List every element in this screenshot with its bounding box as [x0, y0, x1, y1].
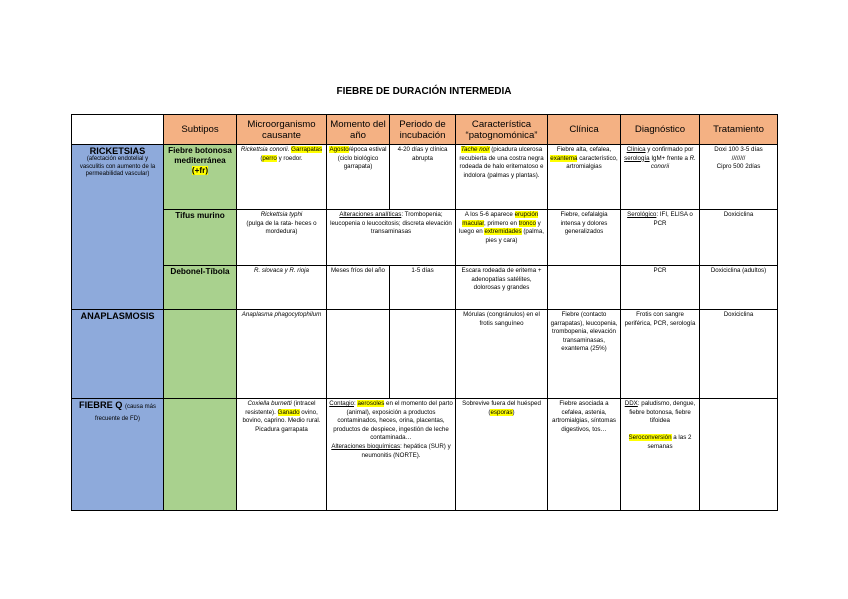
header-diagnostico: Diagnóstico: [621, 115, 700, 145]
cell-feature: Escara rodeada de eritema + adenopatías satélites, dolorosas y grandes: [456, 266, 548, 310]
text: y roedor.: [276, 154, 303, 162]
cell-treatment: Doxiciclina: [700, 310, 778, 399]
cell-treatment: Doxiciclina (adultos): [700, 266, 778, 310]
cell-micro: [237, 210, 327, 266]
header-incubacion: Periodo de incubación: [390, 115, 456, 145]
cell-season: [327, 210, 456, 266]
subtype-debonel: Debonel-Tíbola: [164, 266, 237, 310]
fever-table: [71, 114, 778, 511]
group-label: FIEBRE Q: [79, 400, 123, 410]
text: a las 2 semanas: [647, 434, 692, 450]
host: perro: [262, 154, 277, 162]
cell-diagnosis: [621, 210, 700, 266]
subtype-fbm: [164, 145, 237, 210]
header-row: [72, 115, 778, 145]
group-fiebre-q: [72, 399, 164, 511]
text: ovino, bovino, caprino. Medio rural. Picadura garrapata: [242, 408, 321, 433]
vector: Garrapatas: [291, 146, 323, 153]
spores: esporas: [490, 408, 513, 416]
text: /época estival (ciclo biológico garrapata): [337, 146, 387, 171]
text: Contagio: [329, 400, 355, 407]
table-row: [72, 310, 778, 399]
cell-treatment: [700, 145, 778, 210]
cell-feature: Mórulas (congránulos) en el frotis sanguíneo: [456, 310, 548, 399]
cell-clinic: Fiebre asociada a cefalea, astenia, artromialgias, síntomas digestivos, tos…: [548, 399, 621, 511]
group-label: RICKETSIAS: [89, 146, 146, 156]
cell-clinic: Fiebre, cefalalgia intensa y dolores generalizados: [548, 210, 621, 266]
livestock: Ganado: [277, 408, 300, 416]
aerosols: aerosoles: [357, 400, 385, 407]
text: : Trombopenia; leucopenia o leucocitosis; discreta elevación transaminasas: [330, 211, 452, 236]
table-row: [72, 210, 778, 266]
subtype-frequency: (+fr): [191, 166, 209, 175]
text: Fiebre alta, cefalea,: [556, 146, 612, 153]
header-tratamiento: Tratamiento: [700, 115, 778, 145]
table-row: [72, 145, 778, 210]
text: : IFI, ELISA o PCR: [653, 211, 693, 227]
group-note: (afectación endotelial y vasculitis con aumento de la permeabilidad vascular): [79, 156, 156, 178]
text: ): [512, 408, 515, 416]
cell-micro: R. slovaca y R. rioja: [237, 266, 327, 310]
text: Alteraciones analíticas: [339, 211, 402, 218]
table-row: [72, 266, 778, 310]
seroconversion: Seroconversión: [628, 434, 672, 442]
text: Serológico: [627, 211, 657, 218]
subtype-empty: [164, 310, 237, 399]
organism: Rickettsia typhi: [260, 211, 303, 218]
organism: Rickettsia conorii.: [240, 146, 290, 153]
cell-diagnosis: Frotis con sangre periférica, PCR, serología: [621, 310, 700, 399]
subtype-empty: [164, 399, 237, 511]
text: :: [354, 400, 358, 407]
cell-micro: Anaplasma phagocytophilum: [237, 310, 327, 399]
text: A los 5-6 aparece: [464, 211, 515, 218]
organism: R. conorii: [650, 154, 696, 171]
cell-feature: [456, 145, 548, 210]
cell-incubation: [390, 310, 456, 399]
text: DDX: [624, 400, 638, 407]
cell-clinic: [548, 145, 621, 210]
text: y confirmado por: [645, 146, 694, 153]
group-ricketsias: [72, 145, 164, 310]
cell-season: Meses fríos del año: [327, 266, 390, 310]
cell-treatment: Doxiciclina: [700, 210, 778, 266]
text: en el momento del parto (animal), exposición a productos contaminados, heces, orina, placentas, productos de despiece, ingestión de leche contaminada…: [333, 400, 453, 442]
cell-clinic: Fiebre (contacto garrapatas), leucopenia, trombopenia, elevación transaminasas, exantema (25%): [548, 310, 621, 399]
subtype-label: Fiebre botonosa mediterránea: [168, 146, 232, 165]
text: (picadura ulcerosa recubierta de una costra negra rodeada de halo eritematoso e indolora (palmas y plantas).: [459, 146, 544, 179]
cell-diagnosis: PCR: [621, 266, 700, 310]
text: : hepática (SUR) y neumonitis (NORTE).: [361, 442, 451, 459]
cell-season: [327, 310, 390, 399]
header-blank: [72, 115, 164, 145]
text: serología: [624, 154, 650, 162]
header-clinica: Clínica: [548, 115, 621, 145]
cell-micro: [237, 399, 327, 511]
text: ////////: [731, 154, 746, 162]
cell-feature: [456, 399, 548, 511]
trunk: tronco: [518, 219, 536, 227]
eruption: erupción macular: [462, 211, 539, 227]
organism: Coxiella burnetti: [247, 400, 292, 407]
exanthem: exantema: [550, 154, 578, 162]
header-momento: Momento del año: [327, 115, 390, 145]
tache-noir: Tache noir: [460, 146, 490, 153]
cell-incubation: 1-5 días: [390, 266, 456, 310]
text: Cipro 500 2días: [716, 163, 761, 171]
subtype-tifus: Tifus murino: [164, 210, 237, 266]
text: IgM+ frente a: [649, 154, 690, 162]
page-title: FIEBRE DE DURACIÓN INTERMEDIA: [336, 86, 512, 97]
header-subtipos: Subtipos: [164, 115, 237, 145]
group-note: (causa más frecuente de FD): [94, 404, 156, 422]
text: Alteraciones bioquímicas: [331, 442, 401, 450]
text: característico, artromialgias: [566, 154, 618, 171]
text: : paludismo, dengue, fiebre botonosa, fiebre tifoidea: [629, 400, 696, 425]
text: (pulga de la rata- heces o mordedura): [246, 219, 317, 236]
text: Sobrevive fuera del huésped: [462, 400, 541, 407]
header-caracteristica: Característica “patognomónica”: [456, 115, 548, 145]
cell-micro: [237, 145, 327, 210]
table-row: [72, 399, 778, 511]
cell-incubation: 4-20 días y clínica abrupta: [390, 145, 456, 210]
cell-feature: [456, 210, 548, 266]
cell-season: [327, 145, 390, 210]
text: (intracel resistente).: [245, 400, 316, 416]
text: Clínica: [626, 146, 646, 153]
cell-treatment: [700, 399, 778, 511]
text: , primero en: [483, 219, 519, 227]
header-microorganismo: Microorganismo causante: [237, 115, 327, 145]
text: Doxi 100 3-5 días: [714, 146, 763, 153]
limbs: extremidades: [484, 228, 522, 236]
cell-clinic: [548, 266, 621, 310]
cell-season: [327, 399, 456, 511]
text: (palma, pies y cara): [485, 228, 544, 244]
season: Agosto: [329, 146, 349, 153]
group-anaplasmosis: ANAPLASMOSIS: [72, 310, 164, 399]
text: y luego en: [459, 219, 541, 236]
cell-diagnosis: [621, 145, 700, 210]
cell-diagnosis: [621, 399, 700, 511]
